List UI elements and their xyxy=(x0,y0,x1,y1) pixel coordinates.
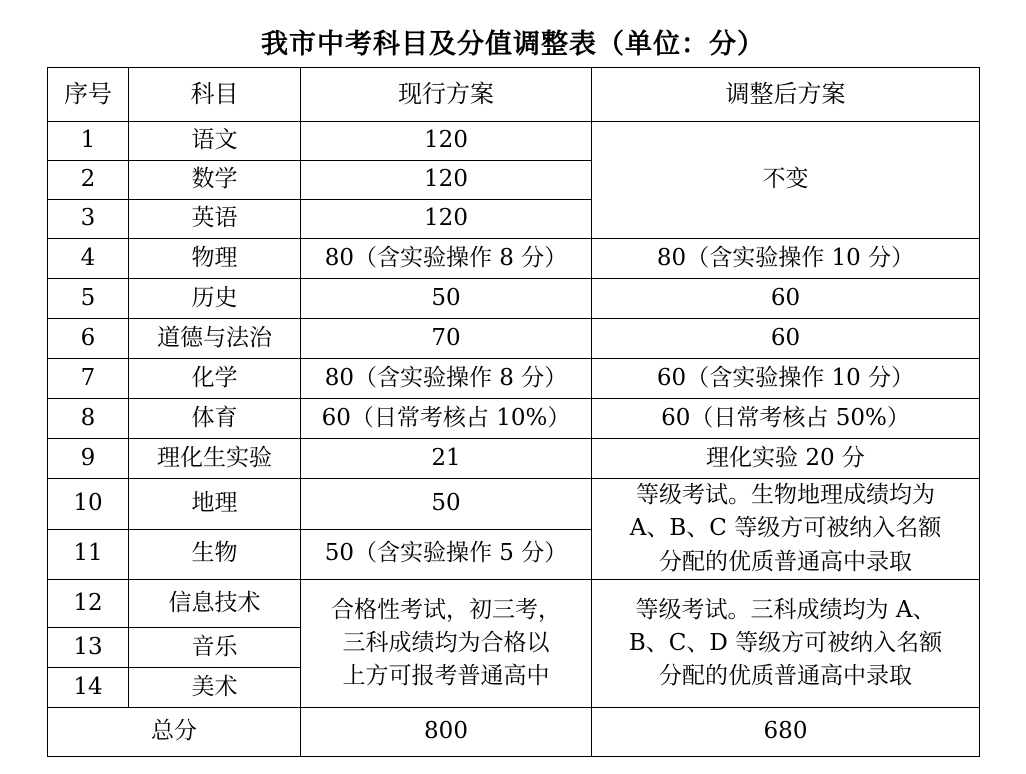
cell-subject: 地理 xyxy=(129,479,301,530)
cell-current: 120 xyxy=(301,200,592,239)
cell-adjusted: 60（含实验操作 10 分） xyxy=(592,359,980,399)
header-current: 现行方案 xyxy=(301,68,592,122)
cell-no: 13 xyxy=(48,628,129,668)
cell-subject: 美术 xyxy=(129,668,301,708)
cell-adjusted-geo-bio xyxy=(592,479,980,580)
page-title: 我市中考科目及分值调整表（单位：分） xyxy=(261,29,765,60)
text-line: 上方可报考普通高中 xyxy=(342,663,550,690)
cell-no: 8 xyxy=(48,399,129,439)
cell-no: 4 xyxy=(48,239,129,279)
cell-subject: 理化生实验 xyxy=(129,439,301,479)
table-row xyxy=(48,359,980,399)
cell-subject: 英语 xyxy=(129,200,301,239)
cell-subject: 化学 xyxy=(129,359,301,399)
cell-subject: 语文 xyxy=(129,122,301,161)
cell-subject: 道德与法治 xyxy=(129,319,301,359)
text-line: 三科成绩均为合格以 xyxy=(342,629,550,656)
cell-subject: 历史 xyxy=(129,279,301,319)
cell-current-arts xyxy=(301,580,592,708)
total-row xyxy=(48,708,980,757)
cell-adjusted: 60 xyxy=(592,319,980,359)
total-label: 总分 xyxy=(48,708,301,757)
cell-current: 70 xyxy=(301,319,592,359)
cell-no: 6 xyxy=(48,319,129,359)
cell-adjusted: 80（含实验操作 10 分） xyxy=(592,239,980,279)
cell-subject: 体育 xyxy=(129,399,301,439)
cell-no: 7 xyxy=(48,359,129,399)
cell-adjusted-arts xyxy=(592,580,980,708)
table-row xyxy=(48,580,980,628)
cell-subject: 信息技术 xyxy=(129,580,301,628)
cell-current: 50 xyxy=(301,479,592,530)
table-row xyxy=(48,439,980,479)
total-current: 800 xyxy=(301,708,592,757)
cell-adjusted: 60 xyxy=(592,279,980,319)
cell-current: 50 xyxy=(301,279,592,319)
cell-subject: 音乐 xyxy=(129,628,301,668)
cell-no: 10 xyxy=(48,479,129,530)
header-subject: 科目 xyxy=(129,68,301,122)
cell-current: 21 xyxy=(301,439,592,479)
table-row xyxy=(48,319,980,359)
text-line: 分配的优质普通高中录取 xyxy=(659,548,912,575)
text-line: 分配的优质普通高中录取 xyxy=(659,663,912,690)
header-row xyxy=(48,68,980,122)
cell-current: 120 xyxy=(301,122,592,161)
header-adjusted: 调整后方案 xyxy=(592,68,980,122)
cell-no: 2 xyxy=(48,161,129,200)
cell-subject: 生物 xyxy=(129,529,301,580)
cell-no: 12 xyxy=(48,580,129,628)
cell-adjusted: 理化实验 20 分 xyxy=(592,439,980,479)
cell-no: 3 xyxy=(48,200,129,239)
table-row xyxy=(48,399,980,439)
cell-no: 14 xyxy=(48,668,129,708)
table-row xyxy=(48,122,980,161)
cell-no: 1 xyxy=(48,122,129,161)
header-no: 序号 xyxy=(48,68,129,122)
cell-adjusted-unchanged: 不变 xyxy=(592,122,980,239)
score-table xyxy=(47,67,980,757)
cell-no: 5 xyxy=(48,279,129,319)
cell-subject: 物理 xyxy=(129,239,301,279)
cell-adjusted: 60（日常考核占 50%） xyxy=(592,399,980,439)
text-line: 等级考试。三科成绩均为 A、 xyxy=(635,596,936,623)
table-row xyxy=(48,479,980,530)
text-line: 合格性考试，初三考， xyxy=(331,596,561,623)
cell-current: 80（含实验操作 8 分） xyxy=(301,359,592,399)
cell-current: 60（日常考核占 10%） xyxy=(301,399,592,439)
cell-no: 11 xyxy=(48,529,129,580)
cell-subject: 数学 xyxy=(129,161,301,200)
cell-current: 120 xyxy=(301,161,592,200)
text-line: 等级考试。生物地理成绩均为 xyxy=(636,482,935,508)
cell-no: 9 xyxy=(48,439,129,479)
cell-current: 50（含实验操作 5 分） xyxy=(301,529,592,580)
total-adjusted: 680 xyxy=(592,708,980,757)
text-line: A、B、C 等级方可被纳入名额 xyxy=(629,515,942,542)
cell-current: 80（含实验操作 8 分） xyxy=(301,239,592,279)
text-line: B、C、D 等级方可被纳入名额 xyxy=(628,629,943,656)
table-row xyxy=(48,279,980,319)
table-row xyxy=(48,239,980,279)
